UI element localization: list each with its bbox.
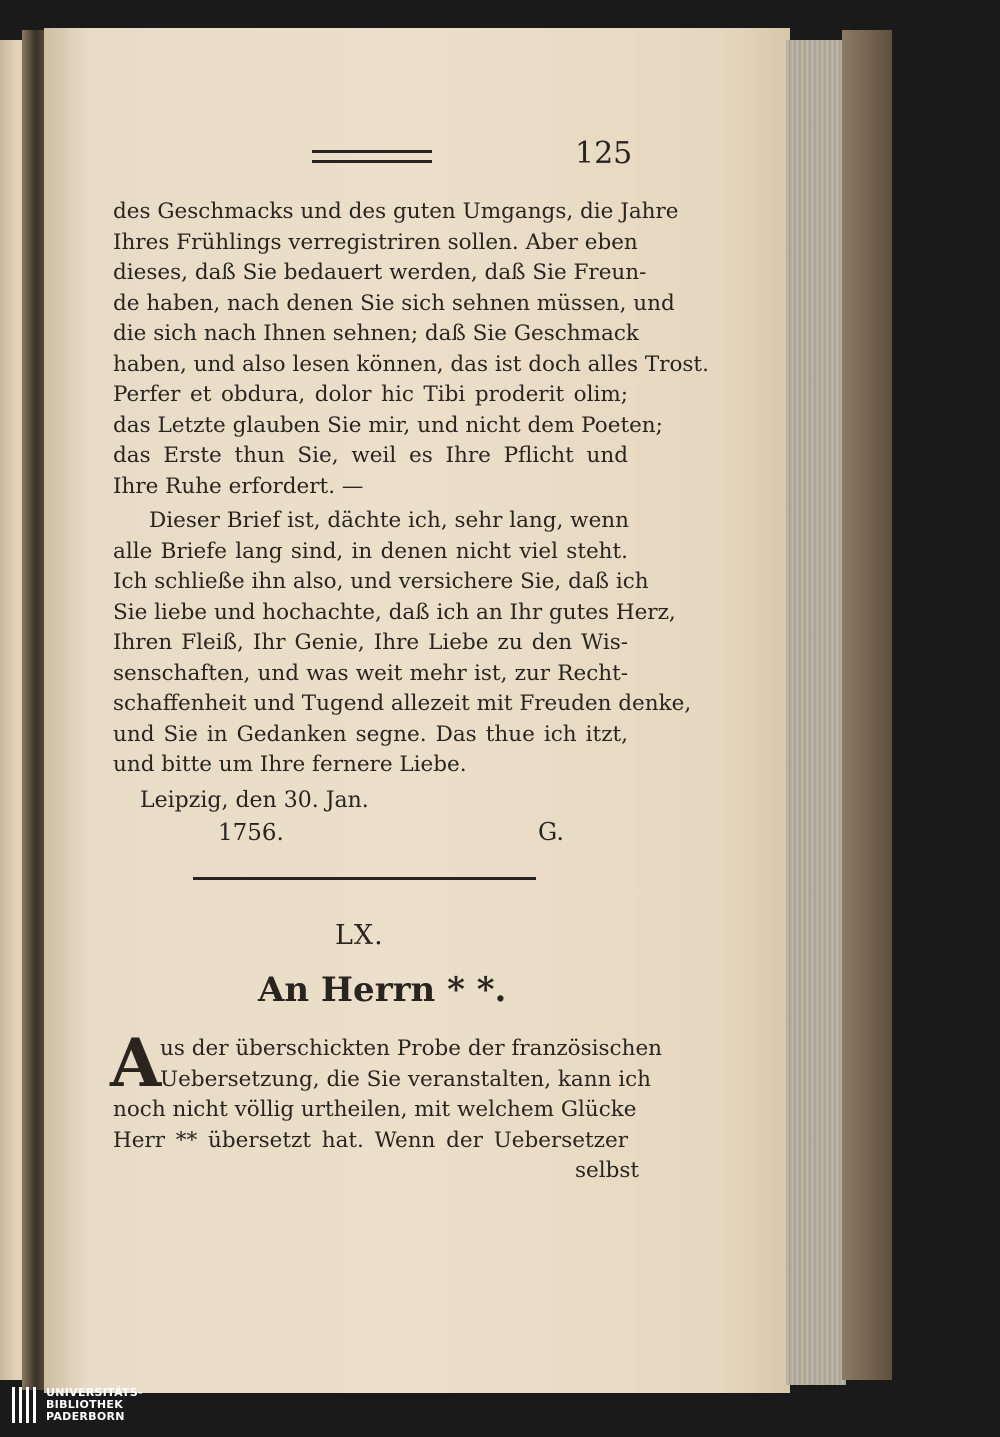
library-logo-icon bbox=[12, 1387, 36, 1423]
paragraph-new-letter-first bbox=[160, 1034, 663, 1095]
letter-heading: An Herrn * *. bbox=[258, 970, 507, 1010]
text-line: Ihres Frühlings verregistriren sollen. Aber eben bbox=[113, 229, 638, 255]
text-line: schaffenheit und Tugend allezeit mit Freuden denke, bbox=[113, 691, 692, 716]
text-line: de haben, nach denen Sie sich sehnen müssen, und bbox=[113, 290, 675, 316]
book-cover-edge bbox=[842, 30, 892, 1380]
header-rule bbox=[312, 150, 432, 163]
section-rule bbox=[193, 877, 536, 880]
text-line: Dieser Brief ist, dächte ich, sehr lang, wenn bbox=[149, 508, 630, 533]
drop-cap: A bbox=[110, 1024, 162, 1102]
library-name-line: PADERBORN bbox=[46, 1410, 125, 1423]
paragraph-new-letter-rest bbox=[113, 1095, 637, 1156]
text-line: Ich schließe ihn also, und versichere Sie, daß ich bbox=[113, 569, 649, 594]
latin-quote-line: Perfer et obdura, dolor hic Tibi proderit olim; bbox=[113, 382, 628, 407]
library-name-line: UNIVERSITÄTS- bbox=[46, 1386, 143, 1399]
paragraph-closing bbox=[113, 506, 692, 781]
text-line: Uebersetzung, die Sie veranstalten, kann ich bbox=[160, 1066, 652, 1092]
text-line: dieses, daß Sie bedauert werden, daß Sie Freun- bbox=[113, 260, 647, 285]
text-line: Ihre Ruhe erfordert. — bbox=[113, 473, 364, 499]
text-line: die sich nach Ihnen sehnen; daß Sie Geschmack bbox=[113, 321, 639, 346]
text-line: Ihren Fleiß, Ihr Genie, Ihre Liebe zu den Wis- bbox=[113, 630, 628, 655]
text-line: senschaften, und was weit mehr ist, zur Recht- bbox=[113, 660, 628, 686]
text-line: und Sie in Gedanken segne. Das thue ich itzt, bbox=[113, 721, 628, 747]
text-line: das Letzte glauben Sie mir, und nicht dem Poeten; bbox=[113, 412, 663, 438]
text-line: das Erste thun Sie, weil es Ihre Pflicht und bbox=[113, 443, 628, 468]
text-line: noch nicht völlig urtheilen, mit welchem Glücke bbox=[113, 1097, 637, 1122]
letter-signature: G. bbox=[538, 818, 564, 846]
page-edges bbox=[786, 40, 846, 1385]
text-line: Sie liebe und hochachte, daß ich an Ihr gutes Herz, bbox=[113, 599, 676, 625]
letter-date: Leipzig, den 30. Jan. bbox=[140, 788, 369, 813]
catchword: selbst bbox=[575, 1158, 640, 1183]
text-line: alle Briefe lang sind, in denen nicht viel steht. bbox=[113, 538, 628, 564]
text-line: haben, und also lesen können, das ist doch alles Trost. bbox=[113, 351, 709, 377]
library-name-line: BIBLIOTHEK bbox=[46, 1398, 124, 1411]
text-line: us der überschickten Probe der französischen bbox=[160, 1036, 663, 1061]
text-line: des Geschmacks und des guten Umgangs, die Jahre bbox=[113, 199, 679, 224]
letter-year: 1756. bbox=[218, 820, 284, 846]
paragraph-continuation bbox=[113, 197, 709, 502]
page-number: 125 bbox=[575, 136, 633, 171]
text-line: und bitte um Ihre fernere Liebe. bbox=[113, 752, 467, 777]
library-logo bbox=[12, 1387, 143, 1423]
letter-number: LX. bbox=[335, 920, 384, 951]
text-line: Herr ** übersetzt hat. Wenn der Uebersetzer bbox=[113, 1127, 628, 1153]
